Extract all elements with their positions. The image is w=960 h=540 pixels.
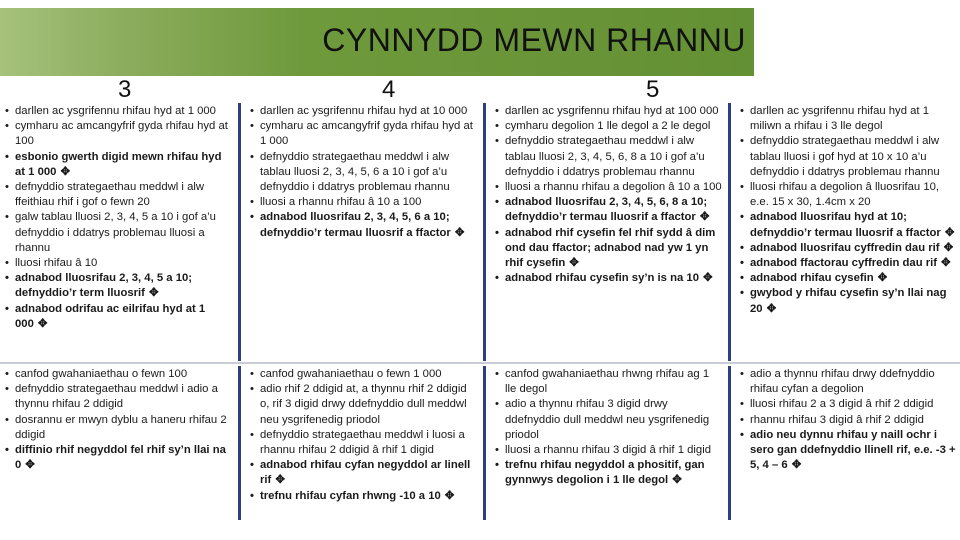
list-item-text: esbonio gwerth digid mewn rhifau hyd at 1 000 bbox=[15, 150, 222, 178]
list-item bbox=[740, 104, 958, 134]
list-item-text: galw tablau lluosi 2, 3, 4, 5 a 10 i gof a’u defnyddio i ddatrys problemau lluosi a rhannu bbox=[15, 211, 216, 254]
list-item-text: lluosi rhifau â 10 bbox=[15, 257, 98, 270]
list-item bbox=[495, 367, 723, 397]
list-item-text: defnyddio strategaethau meddwl i alw tablau lluosi i gof hyd at 10 x 10 a’u defnyddio i ddatrys problemau rhannu bbox=[750, 135, 940, 178]
list-item bbox=[495, 104, 723, 119]
cross-marker-icon: ✥ bbox=[37, 317, 48, 330]
column-year4-calculation bbox=[250, 367, 478, 504]
list-item-text: adnabod rhifau cyfan negyddol ar linell rif bbox=[260, 459, 471, 487]
list-item bbox=[250, 382, 478, 428]
cross-marker-icon: ✥ bbox=[25, 459, 35, 472]
column-divider bbox=[728, 103, 731, 361]
cross-marker-icon: ✥ bbox=[60, 165, 70, 178]
list-item bbox=[5, 104, 233, 119]
year-label-3: 3 bbox=[118, 76, 132, 103]
list-item bbox=[740, 428, 958, 474]
list-item bbox=[740, 134, 958, 180]
column-divider bbox=[238, 103, 241, 361]
list-item bbox=[5, 413, 233, 443]
list-item-text: adnabod lluosrifau 2, 3, 4, 5, 6, 8 a 10; defnyddio’r termau lluosrif a ffactor bbox=[505, 196, 708, 224]
column-year5-number bbox=[495, 104, 723, 286]
list-item-text: darllen ac ysgrifennu rhifau hyd at 1 000 bbox=[15, 105, 216, 117]
list-item bbox=[250, 489, 478, 504]
cross-marker-icon: ✥ bbox=[944, 226, 955, 239]
column-divider bbox=[483, 366, 486, 520]
list-item-text: adio a thynnu rhifau drwy ddefnyddio rhifau cyfan a degolion bbox=[750, 368, 935, 396]
list-item bbox=[5, 443, 233, 473]
list-item-text: lluosi rhifau 2 a 3 digid â rhif 2 ddigid bbox=[750, 398, 934, 411]
list-item bbox=[5, 382, 233, 412]
list-item bbox=[495, 134, 723, 180]
list-item-text: cymharu ac amcangyfrif gyda rhifau hyd at 100 bbox=[15, 120, 228, 148]
list-item bbox=[5, 302, 233, 332]
list-item-text: adio a thynnu rhifau 3 digid drwy ddefnyddio dull meddwl neu ysgrifenedig priodol bbox=[505, 398, 710, 441]
list-item bbox=[740, 241, 958, 256]
cross-marker-icon: ✥ bbox=[766, 302, 777, 315]
list-item-text: gwybod y rhifau cysefin sy’n llai nag 20 bbox=[750, 287, 947, 315]
list-item-text: canfod gwahaniaethau o fewn 1 000 bbox=[260, 368, 442, 380]
title-banner bbox=[0, 8, 754, 76]
cross-marker-icon: ✥ bbox=[569, 257, 579, 270]
list-item bbox=[495, 180, 723, 195]
list-item bbox=[495, 119, 723, 134]
list-item bbox=[5, 119, 233, 149]
list-item-text: diffinio rhif negyddol fel rhif sy’n llai na 0 bbox=[15, 444, 226, 472]
column-year3-calculation bbox=[5, 367, 233, 473]
list-item-text: lluosi a rhannu rhifau â 10 a 100 bbox=[260, 196, 422, 209]
list-item-text: adnabod rhif cysefin fel rhif sydd â dim ond dau ffactor; adnabod nad yw 1 yn rhif cysefin bbox=[505, 226, 716, 270]
list-item-text: darllen ac ysgrifennu rhifau hyd at 1 miliwn a rhifau i 3 lle degol bbox=[750, 105, 929, 133]
cross-marker-icon: ✥ bbox=[877, 272, 888, 285]
column-divider bbox=[483, 103, 486, 361]
list-item-text: adnabod rhifau cysefin sy’n is na 10 bbox=[505, 272, 699, 285]
cross-marker-icon: ✥ bbox=[275, 474, 285, 487]
column-year3-number bbox=[5, 104, 233, 332]
list-item-text: adnabod lluosrifau 2, 3, 4, 5, 6 a 10; defnyddio’r termau lluosrif a ffactor bbox=[260, 211, 451, 239]
list-item-text: defnyddio strategaethau meddwl i alw ffeithiau rhif i gof o fewn 20 bbox=[15, 181, 205, 209]
list-item bbox=[740, 180, 958, 210]
list-item bbox=[250, 150, 478, 196]
column-divider bbox=[238, 366, 241, 520]
list-item bbox=[250, 367, 478, 382]
row-divider bbox=[0, 362, 960, 364]
list-item bbox=[740, 286, 958, 316]
list-item bbox=[250, 104, 478, 119]
column-divider bbox=[728, 366, 731, 520]
cross-marker-icon: ✥ bbox=[791, 459, 802, 472]
list-item-text: trefnu rhifau negyddol a phositif, gan gynnwys degolion i 1 lle degol bbox=[505, 459, 705, 487]
list-item-text: adio neu dynnu rhifau y naill ochr i sero gan ddefnyddio llinell rif, e.e. -3 + 5, 4 – 6 bbox=[750, 428, 956, 472]
cross-marker-icon: ✥ bbox=[444, 489, 455, 502]
list-item bbox=[740, 397, 958, 412]
list-item bbox=[740, 210, 958, 240]
list-item bbox=[495, 443, 723, 458]
cross-marker-icon: ✥ bbox=[454, 226, 465, 239]
list-item bbox=[250, 428, 478, 458]
list-item bbox=[495, 195, 723, 225]
cross-marker-icon: ✥ bbox=[148, 287, 159, 300]
list-item bbox=[5, 210, 233, 256]
year-label-5: 5 bbox=[646, 76, 660, 103]
column-year4-number bbox=[250, 104, 478, 241]
list-item bbox=[250, 458, 478, 488]
list-item-text: adnabod lluosrifau cyffredin dau rif bbox=[750, 241, 940, 254]
list-item-text: darllen ac ysgrifennu rhifau hyd at 10 000 bbox=[260, 105, 468, 117]
list-item-text: adnabod lluosrifau hyd at 10; defnyddio’r termau lluosrif a ffactor bbox=[750, 211, 941, 239]
list-item-text: adnabod rhifau cysefin bbox=[750, 272, 874, 285]
list-item-text: darllen ac ysgrifennu rhifau hyd at 100 000 bbox=[505, 105, 719, 117]
list-item-text: defnyddio strategaethau meddwl i luosi a rhannu rhifau 2 ddigid â rhif 1 digid bbox=[260, 428, 465, 457]
list-item-text: rhannu rhifau 3 digid â rhif 2 ddigid bbox=[750, 413, 924, 426]
list-item-text: adnabod odrifau ac eilrifau hyd at 1 000 bbox=[15, 302, 206, 330]
list-item-text: adnabod lluosrifau 2, 3, 4, 5 a 10; defnyddio’r term lluosrif bbox=[15, 272, 193, 300]
list-item bbox=[740, 413, 958, 428]
list-item-text: lluosi a rhannu rhifau 3 digid â rhif 1 digid bbox=[505, 444, 711, 457]
list-item bbox=[495, 458, 723, 488]
list-item bbox=[250, 195, 478, 210]
list-item bbox=[740, 367, 958, 397]
list-item bbox=[740, 271, 958, 286]
list-item-text: defnyddio strategaethau meddwl i alw tablau lluosi 2, 3, 4, 5, 6 a 10 i gof a’u defnyddio i ddatrys problemau rhannu bbox=[260, 150, 450, 194]
cross-marker-icon: ✥ bbox=[943, 241, 954, 254]
list-item-text: trefnu rhifau cyfan rhwng -10 a 10 bbox=[260, 489, 441, 502]
list-item-text: lluosi rhifau a degolion â lluosrifau 10, e.e. 15 x 30, 1.4cm x 20 bbox=[750, 181, 940, 209]
list-item bbox=[5, 256, 233, 271]
list-item bbox=[495, 226, 723, 272]
list-item-text: dosrannu er mwyn dyblu a haneru rhifau 2 ddigid bbox=[15, 413, 227, 441]
list-item-text: adio rhif 2 ddigid at, a thynnu rhif 2 ddigid o, rif 3 digid drwy ddefnyddio dull meddwl neu ysgrifenedig priodol bbox=[260, 383, 467, 426]
list-item-text: cymharu degolion 1 lle degol a 2 le degol bbox=[505, 120, 711, 133]
list-item bbox=[5, 180, 233, 210]
list-item bbox=[5, 367, 233, 382]
list-item-text: canfod gwahaniaethau o fewn 100 bbox=[15, 368, 188, 380]
list-item-text: defnyddio strategaethau meddwl i alw tablau lluosi 2, 3, 4, 5, 6, 8 a 10 i gof a’u defnyddio i ddatrys problemau rhannu bbox=[505, 135, 705, 178]
column-year6-calculation bbox=[740, 367, 958, 473]
column-year5-calculation bbox=[495, 367, 723, 489]
list-item-text: defnyddio strategaethau meddwl i adio a thynnu rhifau 2 ddigid bbox=[15, 383, 218, 411]
list-item bbox=[5, 150, 233, 180]
year-label-4: 4 bbox=[382, 76, 396, 103]
cross-marker-icon: ✥ bbox=[672, 474, 682, 487]
list-item bbox=[250, 119, 478, 149]
cross-marker-icon: ✥ bbox=[941, 257, 951, 270]
cross-marker-icon: ✥ bbox=[699, 211, 710, 224]
list-item bbox=[250, 210, 478, 240]
list-item bbox=[5, 271, 233, 301]
column-year6-number bbox=[740, 104, 958, 317]
list-item bbox=[495, 397, 723, 443]
list-item bbox=[495, 271, 723, 286]
page-title: CYNNYDD MEWN RHANNU bbox=[322, 22, 746, 58]
list-item bbox=[740, 256, 958, 271]
list-item-text: cymharu ac amcangyfrif gyda rhifau hyd at 1 000 bbox=[260, 120, 473, 148]
list-item-text: adnabod ffactorau cyffredin dau rif bbox=[750, 257, 938, 270]
list-item-text: lluosi a rhannu rhifau a degolion â 10 a 100 bbox=[505, 181, 722, 194]
cross-marker-icon: ✥ bbox=[703, 272, 713, 285]
list-item-text: canfod gwahaniaethau rhwng rhifau ag 1 lle degol bbox=[505, 368, 710, 396]
